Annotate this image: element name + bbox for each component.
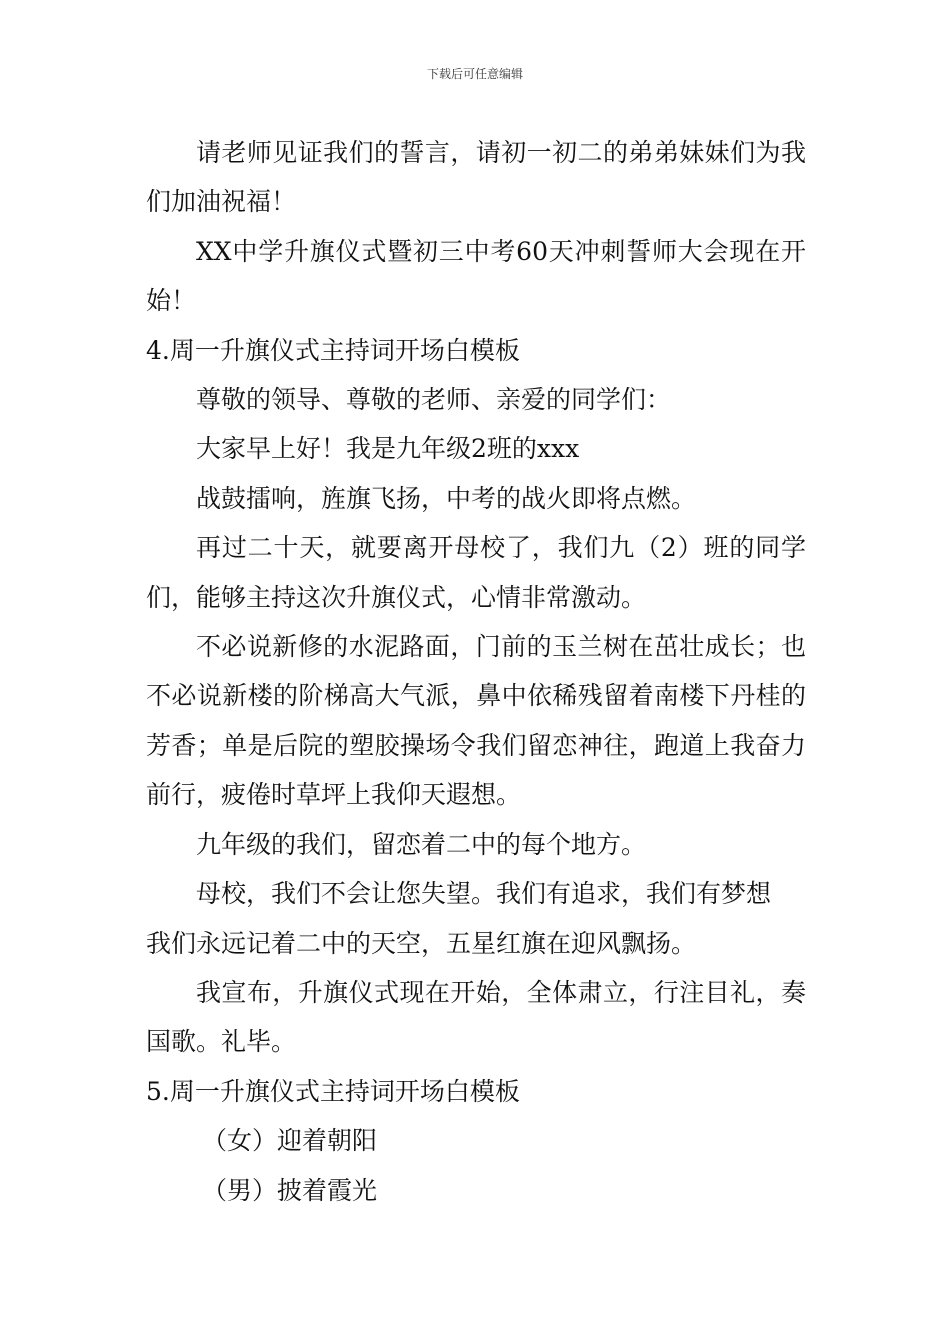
paragraph-war-drums: 战鼓擂响，旌旗飞扬，中考的战火即将点燃。 <box>196 483 697 513</box>
paragraph-twenty-days: 再过二十天，就要离开母校了，我们九（2）班的同学们，能够主持这次升旗仪式，心情非常激动。 <box>146 533 806 612</box>
paragraph-oath: 请老师见证我们的誓言，请初一初二的弟弟妹妹们为我们加油祝福！ <box>146 138 806 217</box>
paragraph-ceremony-start: XX中学升旗仪式暨初三中考60天冲刺誓师大会现在开始！ <box>146 236 806 316</box>
paragraph-greeting: 尊敬的领导、尊敬的老师、亲爱的同学们： <box>196 385 672 415</box>
paragraph-sky: 我们永远记着二中的天空，五星红旗在迎风飘扬。 <box>146 928 697 958</box>
document-body <box>146 128 806 1215</box>
paragraph-male-host: （男）披着霞光 <box>202 1175 378 1205</box>
paragraph-campus-memories: 不必说新修的水泥路面，门前的玉兰树在茁壮成长；也不必说新楼的阶梯高大气派，鼻中依稀残留着南楼下丹桂的芳香；单是后院的塑胶操场令我们留恋神往，跑道上我奋力前行，疲倦时草坪上我仰天遐想。 <box>146 632 806 810</box>
paragraph-female-host: （女）迎着朝阳 <box>202 1126 378 1156</box>
paragraph-announcement: 我宣布，升旗仪式现在开始，全体肃立，行注目礼，奏国歌。礼毕。 <box>146 977 806 1057</box>
section-heading-4: 4.周一升旗仪式主持词开场白模板 <box>146 335 520 365</box>
paragraph-ninth-grade: 九年级的我们，留恋着二中的每个地方。 <box>196 829 647 859</box>
paragraph-introduction: 大家早上好！我是九年级2班的xxx <box>196 434 580 464</box>
paragraph-alma-mater: 母校，我们不会让您失望。我们有追求，我们有梦想 <box>196 879 772 909</box>
page-header-note: 下载后可任意编辑 <box>426 67 523 81</box>
section-heading-5: 5.周一升旗仪式主持词开场白模板 <box>146 1076 520 1106</box>
